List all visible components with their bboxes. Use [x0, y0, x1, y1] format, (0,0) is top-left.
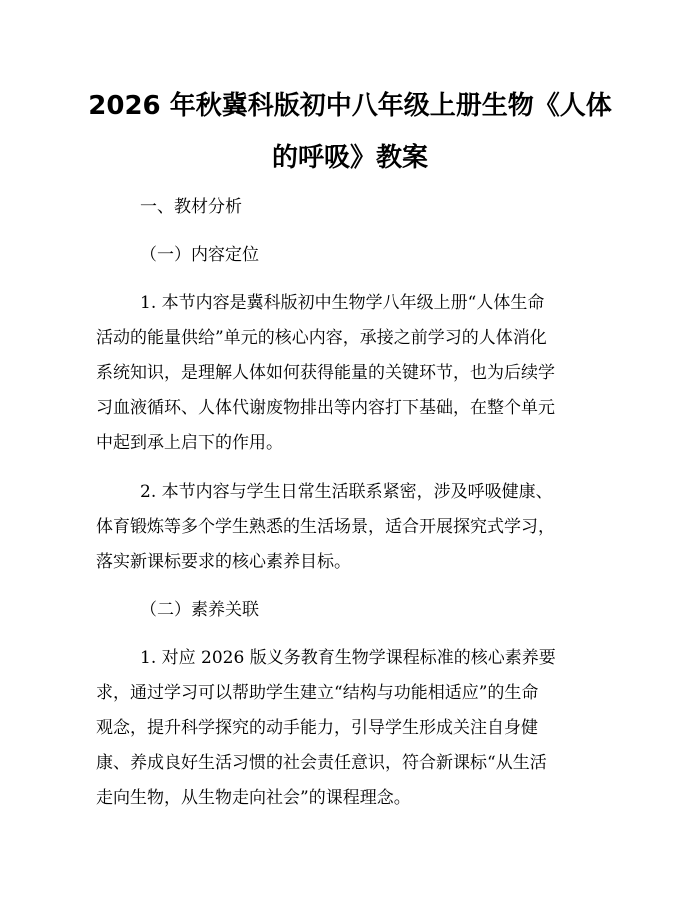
title-line-1: 2026 年秋冀科版初中八年级上册生物《人体 [88, 91, 612, 121]
paragraph-line: 中起到承上启下的作用。 [96, 433, 283, 453]
paragraph-line: 系统知识，是理解人体如何获得能量的关键环节，也为后续学 [96, 363, 555, 383]
paragraph-line: 康、养成良好生活习惯的社会责任意识，符合新课标“从生活 [96, 753, 547, 773]
paragraph-line: 1. 对应 2026 版义务教育生物学课程标准的核心素养要 [140, 648, 556, 668]
paragraph-line: 走向生物，从生物走向社会”的课程理念。 [96, 788, 411, 808]
paragraph-line: 观念，提升科学探究的动手能力，引导学生形成关注自身健 [96, 718, 538, 738]
paragraph-line: 2. 本节内容与学生日常生活联系紧密，涉及呼吸健康、 [140, 482, 553, 502]
title-line-2: 的呼吸》教案 [271, 143, 428, 173]
subsection-heading-literacy: （二）素养关联 [140, 600, 259, 620]
paragraph-line: 落实新课标要求的核心素养目标。 [96, 552, 351, 572]
paragraph-line: 求，通过学习可以帮助学生建立“结构与功能相适应”的生命 [96, 683, 539, 703]
section-heading: 一、教材分析 [140, 197, 242, 217]
paragraph-line: 习血液循环、人体代谢废物排出等内容打下基础，在整个单元 [96, 398, 555, 418]
paragraph-line: 活动的能量供给”单元的核心内容，承接之前学习的人体消化 [96, 328, 547, 348]
paragraph-line: 体育锻炼等多个学生熟悉的生活场景，适合开展探究式学习， [96, 517, 555, 537]
document-title [80, 80, 620, 184]
paragraph-line: 1. 本节内容是冀科版初中生物学八年级上册“人体生命 [140, 293, 545, 313]
subsection-heading-content-position: （一）内容定位 [140, 245, 259, 265]
